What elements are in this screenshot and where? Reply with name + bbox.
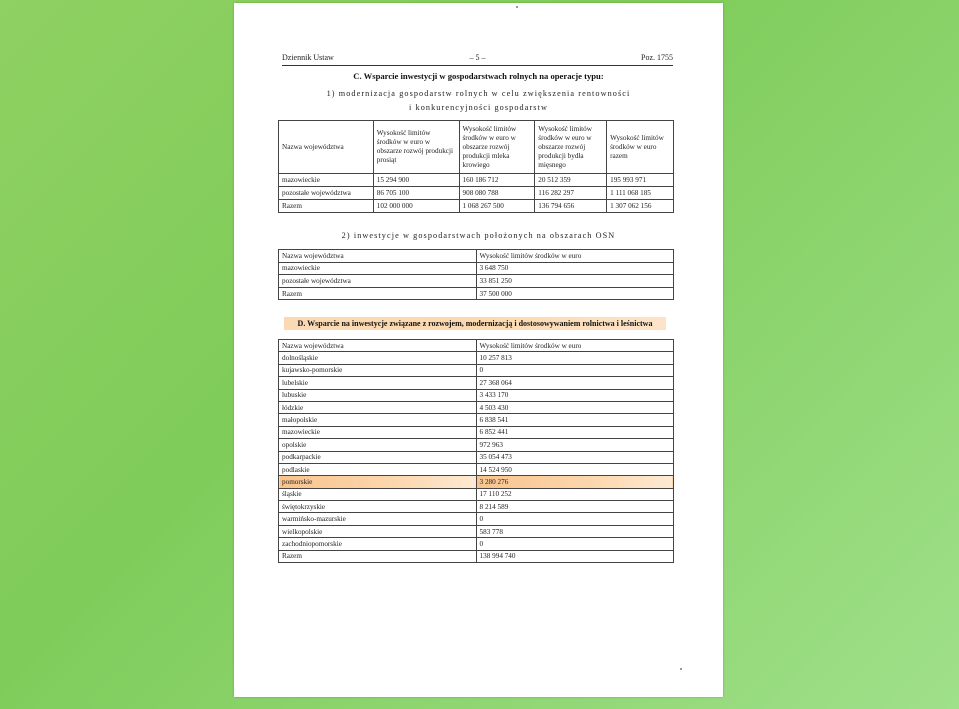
cell: 27 368 064 (476, 377, 673, 389)
cell: mazowieckie (279, 426, 477, 438)
page-header (282, 53, 673, 66)
cell: łódzkie (279, 401, 477, 413)
table-row (279, 463, 674, 475)
table-row (279, 525, 674, 537)
cell: zachodniopomorskie (279, 538, 477, 550)
cell: Razem (279, 287, 477, 300)
cell: 116 282 297 (535, 187, 607, 200)
table-header-row (279, 250, 674, 263)
cell: 6 838 541 (476, 414, 673, 426)
table-row (279, 538, 674, 550)
cell: 33 851 250 (476, 275, 673, 288)
subtitle-1-line-1: 1) modernizacja gospodarstw rolnych w celu zwiększenia rentowności (326, 89, 631, 98)
scan-speck (516, 6, 518, 8)
header-cell: Nazwa województwa (279, 121, 374, 174)
table-row (279, 377, 674, 389)
table-row (279, 513, 674, 525)
subtitle-1-line-2: i konkurencyjności gospodarstw (409, 103, 548, 112)
cell: opolskie (279, 439, 477, 451)
position-number: Poz. 1755 (641, 53, 673, 62)
cell: 3 433 170 (476, 389, 673, 401)
table-row (279, 389, 674, 401)
cell: pozostałe województwa (279, 275, 477, 288)
cell: mazowieckie (279, 174, 374, 187)
scan-speck (680, 668, 682, 670)
table-row (279, 262, 674, 275)
header-cell: Wysokość limitów środków w euro w obszarze rozwój produkcji prosiąt (373, 121, 459, 174)
journal-name: Dziennik Ustaw (282, 53, 334, 62)
header-cell: Wysokość limitów środków w euro w obszarze rozwój produkcji bydła mięsnego (535, 121, 607, 174)
table-row (279, 287, 674, 300)
table-row (279, 200, 674, 213)
document-page (234, 3, 723, 697)
cell: 136 794 656 (535, 200, 607, 213)
cell: 0 (476, 364, 673, 376)
cell: 4 503 430 (476, 401, 673, 413)
cell: 1 307 062 156 (607, 200, 674, 213)
cell: pomorskie (279, 476, 477, 488)
cell: kujawsko-pomorskie (279, 364, 477, 376)
cell: 20 512 359 (535, 174, 607, 187)
cell: 10 257 813 (476, 352, 673, 364)
section-c-title: C. Wsparcie inwestycji w gospodarstwach rolnych na operacje typu: (353, 71, 604, 81)
cell: wielkopolskie (279, 525, 477, 537)
cell: 908 080 788 (459, 187, 535, 200)
cell: 1 068 267 500 (459, 200, 535, 213)
table-row (279, 550, 674, 562)
cell: 3 648 750 (476, 262, 673, 275)
cell: 6 852 441 (476, 426, 673, 438)
section-d-title: D. Wsparcie na inwestycje związane z rozwojem, modernizacją i dostosowywaniem rolnictwa i leśnictwa (284, 317, 666, 330)
section-c-subtitle-1 (234, 87, 723, 115)
cell: 8 214 589 (476, 501, 673, 513)
table-row-highlighted (279, 476, 674, 488)
cell: świętokrzyskie (279, 501, 477, 513)
cell: lubuskie (279, 389, 477, 401)
cell: lubelskie (279, 377, 477, 389)
page-number: – 5 – (469, 53, 486, 62)
table-row (279, 364, 674, 376)
cell: małopolskie (279, 414, 477, 426)
cell: 3 280 276 (476, 476, 673, 488)
header-cell: Wysokość limitów środków w euro (476, 250, 673, 263)
cell: 86 705 100 (373, 187, 459, 200)
table-row (279, 414, 674, 426)
cell: 17 110 252 (476, 488, 673, 500)
table-row (279, 187, 674, 200)
table-row (279, 439, 674, 451)
cell: śląskie (279, 488, 477, 500)
header-cell: Wysokość limitów środków w euro w obszarze rozwój produkcji mleka krowiego (459, 121, 535, 174)
table-voivodeships (278, 339, 674, 563)
table-row (279, 401, 674, 413)
cell: 14 524 950 (476, 463, 673, 475)
header-cell: Wysokość limitów środków w euro (476, 340, 673, 352)
table-row (279, 352, 674, 364)
cell: 0 (476, 538, 673, 550)
cell: 972 963 (476, 439, 673, 451)
table-row (279, 174, 674, 187)
cell: 583 778 (476, 525, 673, 537)
table-row (279, 488, 674, 500)
cell: 160 186 712 (459, 174, 535, 187)
table-row (279, 275, 674, 288)
header-cell: Wysokość limitów środków w euro razem (607, 121, 674, 174)
table-header-row (279, 340, 674, 352)
section-c-subtitle-2: 2) inwestycje w gospodarstwach położonych na obszarach OSN (341, 231, 616, 240)
table-osn (278, 249, 674, 300)
cell: 0 (476, 513, 673, 525)
table-header-row (279, 121, 674, 174)
cell: pozostałe województwa (279, 187, 374, 200)
cell: podlaskie (279, 463, 477, 475)
table-row (279, 451, 674, 463)
cell: Razem (279, 200, 374, 213)
cell: 37 500 000 (476, 287, 673, 300)
header-cell: Nazwa województwa (279, 340, 477, 352)
table-modernization (278, 120, 674, 213)
cell: dolnośląskie (279, 352, 477, 364)
cell: podkarpackie (279, 451, 477, 463)
table-row (279, 426, 674, 438)
cell: mazowieckie (279, 262, 477, 275)
cell: 102 000 000 (373, 200, 459, 213)
table-row (279, 501, 674, 513)
cell: 15 294 900 (373, 174, 459, 187)
header-cell: Nazwa województwa (279, 250, 477, 263)
cell: Razem (279, 550, 477, 562)
cell: 138 994 740 (476, 550, 673, 562)
cell: 1 111 068 185 (607, 187, 674, 200)
cell: warmińsko-mazurskie (279, 513, 477, 525)
cell: 195 993 971 (607, 174, 674, 187)
cell: 35 054 473 (476, 451, 673, 463)
